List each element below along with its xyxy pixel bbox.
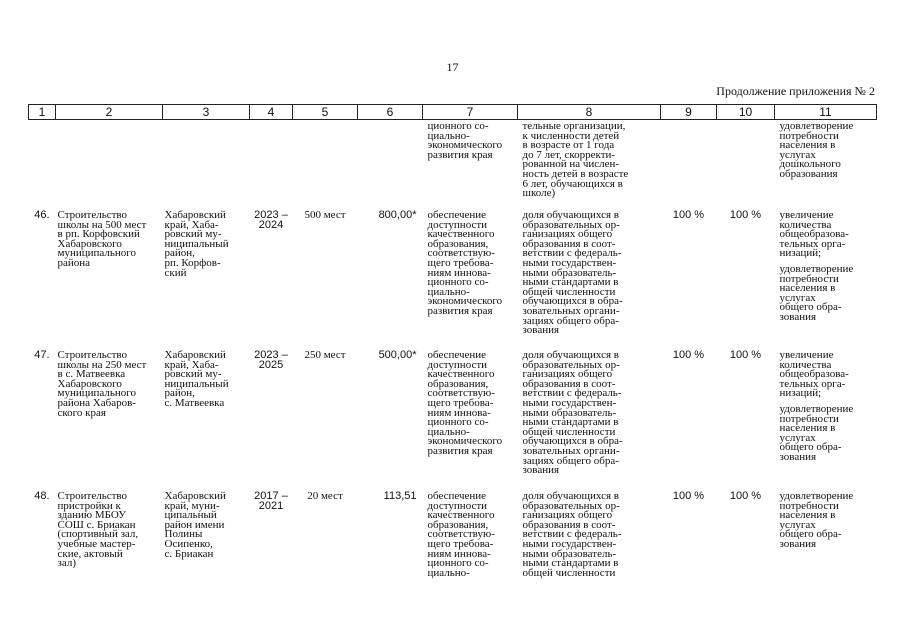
indicator-text: доля обучающихся в образовательных ор- ганизациях общего образования в соот- ветствии с федераль- ными государствен- ными образователь- ными стандартами в общей численности обучающихся в обра- зовательных органи- зациях общего обра- зования bbox=[522, 349, 623, 477]
indicator-value-2: 100 % bbox=[729, 209, 762, 221]
years-cell bbox=[250, 490, 293, 578]
goal-cell bbox=[423, 120, 518, 209]
column-header: 3 bbox=[163, 105, 250, 120]
indicator-value-1: 100 % bbox=[672, 209, 705, 221]
column-header: 1 bbox=[29, 105, 56, 120]
goal-text: обеспечение доступности качественного образования, соответствую- щего требова- ниям иннова- ционного со- циально- экономического развития края bbox=[427, 349, 503, 457]
effect-text: увеличение количества общеобразова- тельных орга- низаций; bbox=[779, 349, 849, 400]
continuation-title: Продолжение приложения № 2 bbox=[716, 84, 875, 98]
effect-cell bbox=[775, 349, 877, 490]
effect-text: удовлетворение потребности населения в услугах общего обра- зования bbox=[779, 402, 854, 463]
effect-text: увеличение количества общеобразова- тельных орга- низаций; bbox=[779, 209, 849, 260]
goal-text: ционного со- циально- экономического развития края bbox=[427, 120, 503, 161]
continued-row bbox=[29, 120, 877, 209]
goal-cell bbox=[423, 349, 518, 490]
header-row bbox=[29, 105, 877, 120]
location: Хабаровский край, муни- ципальный район имени Полины Осипенко, с. Бриакан bbox=[164, 490, 226, 560]
indicator-cell bbox=[518, 120, 661, 209]
goal-cell bbox=[423, 208, 518, 349]
indicator-value-1: 100 % bbox=[672, 490, 705, 502]
goal-text: обеспечение доступности качественного образования, соответствую- щего требова- ниям иннова- ционного со- циально- bbox=[427, 490, 495, 579]
column-header: 7 bbox=[423, 105, 518, 120]
row-number: 47. bbox=[34, 349, 50, 361]
effect-cell bbox=[775, 490, 877, 578]
cost: 800,00* bbox=[378, 209, 417, 221]
indicator-cell bbox=[518, 208, 661, 349]
object-name-cell bbox=[56, 490, 163, 578]
location: Хабаровский край, Хаба- ровский му- ниципальный район, с. Матвеевка bbox=[164, 349, 229, 409]
row-number: 48. bbox=[34, 490, 50, 502]
object-name: Строительство школы на 250 мест в с. Матвеевка Хабаровского муниципального района Хабаров- ского края bbox=[57, 349, 147, 419]
years: 2023 – 2024 bbox=[254, 209, 288, 231]
years: 2017 – 2021 bbox=[254, 490, 288, 512]
effect-text: удовлетворение потребности населения в услугах дошкольного образования bbox=[779, 120, 854, 180]
page-number: 17 bbox=[446, 60, 459, 74]
table-row bbox=[29, 208, 877, 349]
appendix-table bbox=[28, 104, 877, 578]
goal-text: обеспечение доступности качественного образования, соответствую- щего требова- ниям иннова- ционного со- циально- экономического развития края bbox=[427, 209, 503, 317]
capacity: 250 мест bbox=[304, 349, 346, 361]
object-name: Строительство пристройки к зданию МБОУ СОШ с. Бриакан (спортивный зал, учебные мастер- ские, актовый зал) bbox=[57, 490, 139, 570]
effect-text: удовлетворение потребности населения в услугах общего обра- зования bbox=[779, 490, 854, 550]
years-cell bbox=[250, 349, 293, 490]
years-cell bbox=[250, 208, 293, 349]
column-header: 5 bbox=[293, 105, 358, 120]
column-header: 9 bbox=[661, 105, 717, 120]
column-header: 10 bbox=[717, 105, 775, 120]
location-cell bbox=[163, 208, 250, 349]
indicator-text: тельные организации, к численности детей в возрасте от 1 года до 7 лет, скорректи- рованной на числен- ность детей в возрасте 6 лет, обучающихся в школе) bbox=[522, 120, 629, 200]
table-row bbox=[29, 490, 877, 578]
indicator-value-2: 100 % bbox=[729, 490, 762, 502]
indicator-cell bbox=[518, 349, 661, 490]
years: 2023 – 2025 bbox=[254, 349, 288, 371]
capacity: 20 мест bbox=[307, 490, 343, 502]
cost: 500,00* bbox=[378, 349, 417, 361]
object-name: Строительство школы на 500 мест в рп. Корфовский Хабаровского муниципального района bbox=[57, 209, 147, 269]
indicator-value-2: 100 % bbox=[729, 349, 762, 361]
column-header: 8 bbox=[518, 105, 661, 120]
indicator-value-1: 100 % bbox=[672, 349, 705, 361]
object-name-cell bbox=[56, 208, 163, 349]
location: Хабаровский край, Хаба- ровский му- ниципальный район, рп. Корфов- ский bbox=[164, 209, 229, 279]
location-cell bbox=[163, 349, 250, 490]
indicator-text: доля обучающихся в образовательных ор- ганизациях общего образования в соот- ветствии с федераль- ными государствен- ными образователь- ными стандартами в общей численности bbox=[522, 490, 622, 579]
column-header: 6 bbox=[358, 105, 423, 120]
object-name-cell bbox=[56, 349, 163, 490]
effect-cell bbox=[775, 208, 877, 349]
table-row bbox=[29, 349, 877, 490]
cost: 113,51 bbox=[383, 490, 417, 502]
location-cell bbox=[163, 490, 250, 578]
row-number: 46. bbox=[34, 209, 50, 221]
column-header: 11 bbox=[775, 105, 877, 120]
column-header: 4 bbox=[250, 105, 293, 120]
indicator-cell bbox=[518, 490, 661, 578]
effect-text: удовлетворение потребности населения в услугах общего обра- зования bbox=[779, 262, 854, 323]
indicator-text: доля обучающихся в образовательных ор- ганизациях общего образования в соот- ветствии с федераль- ными государствен- ными образователь- ными стандартами в общей численности обучающихся в обра- зовательных органи- зациях общего обра- зования bbox=[522, 209, 623, 337]
effect-cell bbox=[775, 120, 877, 209]
goal-cell bbox=[423, 490, 518, 578]
column-header: 2 bbox=[56, 105, 163, 120]
capacity: 500 мест bbox=[304, 209, 346, 221]
